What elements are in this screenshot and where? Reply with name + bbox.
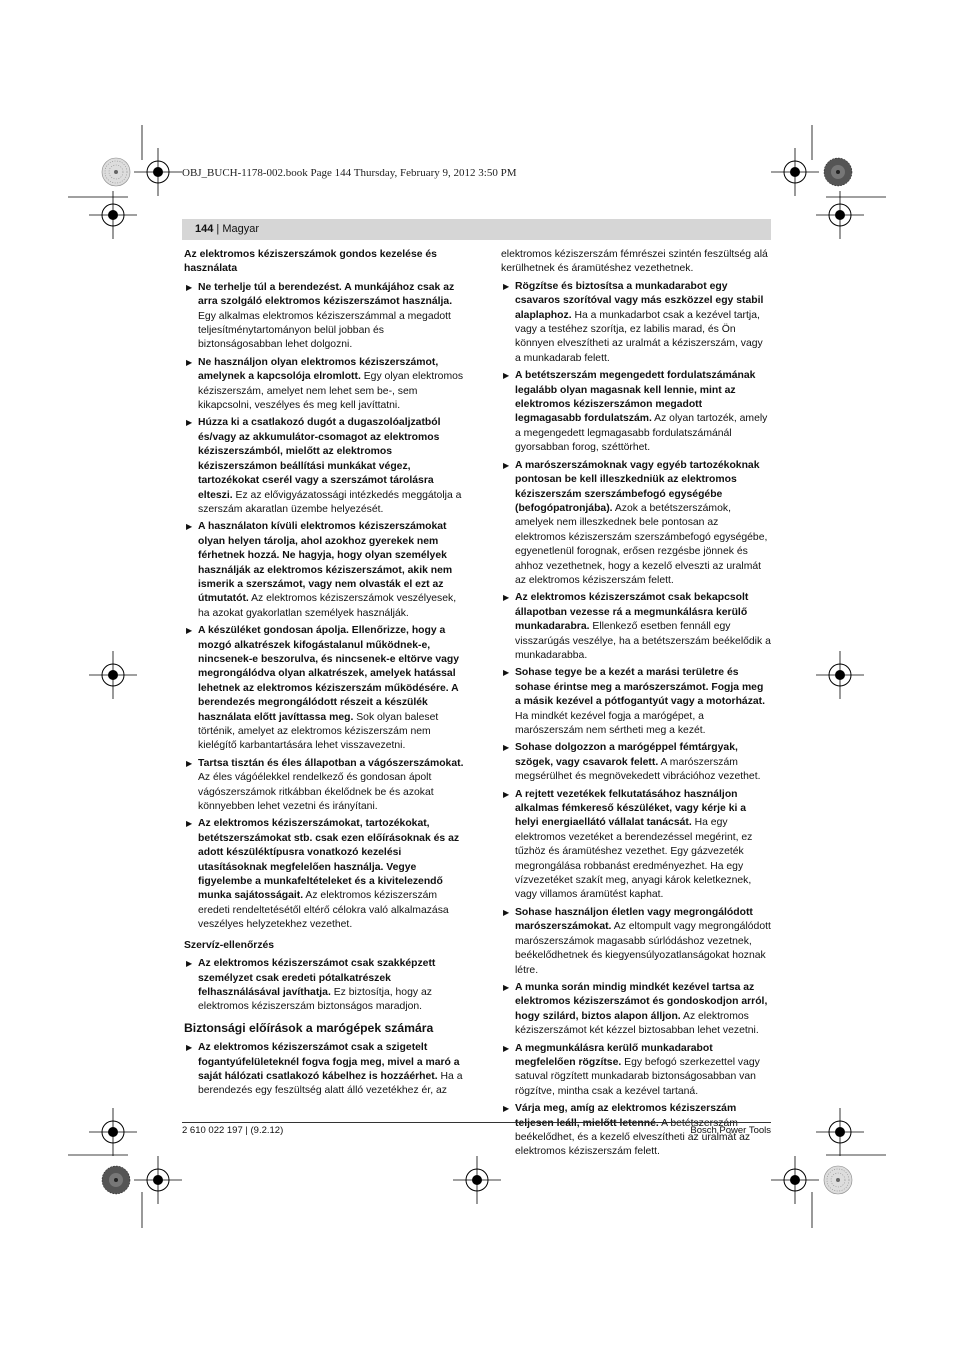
- footer-rule: [182, 1122, 771, 1123]
- list-item: [184, 957, 467, 1015]
- item-instruction: Az elektromos kéziszerszámot csak szakképzett személyzet csak eredeti pótalkatrészek felhasználásával javíthatja.: [198, 958, 436, 998]
- item-explanation: Az elektromos kéziszerszámok veszélyesek, ha azokat gyakorlatlan személyek használják.: [198, 593, 457, 619]
- item-instruction: A betétszerszám megengedett fordulatszámának legalább olyan magasnak kell lennie, mint az elektromos kéziszerszámon megadott legmagasabb fordulatszám.: [515, 370, 756, 425]
- item-explanation: Azok a betétszerszámok, amelyek nem illeszkednek bele pontosan az elektromos kéziszerszám szerszámbefogó egységébe, egyenetlenül forognak, erősen rezgésbe jönnek és ahhoz vezethetnek, hogy a kezelő elveszti az uralmát az elektromos kéziszerszám felett.: [515, 502, 768, 586]
- list-item: [501, 788, 771, 903]
- triangle-bullet-icon: ▶: [503, 281, 510, 291]
- item-explanation: Ellenkező esetben fennáll egy visszarúgás veszélye, ha a betétszerszám beékelődik a munkadarabba.: [515, 621, 771, 661]
- triangle-bullet-icon: ▶: [186, 758, 193, 768]
- header-separator: |: [213, 223, 223, 235]
- list-item: [501, 459, 771, 589]
- triangle-bullet-icon: ▶: [503, 907, 510, 917]
- triangle-bullet-icon: ▶: [186, 522, 193, 532]
- list-item: [501, 1042, 771, 1100]
- item-instruction: Az elektromos kéziszerszámot csak bekapcsolt állapotban vezesse rá a megmunkálásra kerülő munkadarabra.: [515, 592, 749, 633]
- footer-document-number: 2 610 022 197 | (9.2.12): [182, 1125, 284, 1136]
- list-item: [184, 757, 467, 815]
- list-item: [501, 981, 771, 1039]
- list-item: [184, 281, 467, 353]
- item-explanation: Ez biztosítja, hogy az elektromos kéziszerszám biztonságos maradjon.: [198, 986, 432, 1013]
- triangle-bullet-icon: ▶: [503, 789, 510, 799]
- triangle-bullet-icon: ▶: [186, 959, 193, 969]
- print-info-line: OBJ_BUCH-1178-002.book Page 144 Thursday, February 9, 2012 3:50 PM: [182, 167, 517, 179]
- item-instruction: Ne terhelje túl a berendezést. A munkájához csak az arra szolgáló elektromos kéziszerszámot használja.: [198, 281, 455, 308]
- list-item: [501, 906, 771, 978]
- item-instruction: Sohase dolgozzon a marógéppel fémtárgyak, szögek, vagy csavarok felett.: [515, 742, 738, 768]
- item-explanation: Egy alkalmas elektromos kéziszerszámmal a megadott teljesítménytartományon belül jobban és biztonságosabban lehet dolgozni.: [198, 310, 451, 351]
- list-item: [184, 1041, 467, 1099]
- section-heading-handling: Az elektromos kéziszerszámok gondos kezelése és használata: [184, 249, 437, 275]
- list-item: [501, 369, 771, 455]
- item-explanation: A marószerszám megsérülhet és megnövekedett vibrációhoz vezethet.: [515, 756, 761, 783]
- triangle-bullet-icon: ▶: [186, 626, 193, 636]
- item-instruction: Ne használjon olyan elektromos kéziszerszámot, amelynek a kapcsolója elromlott.: [198, 356, 439, 383]
- triangle-bullet-icon: ▶: [186, 282, 193, 292]
- item-instruction: A munka során mindig mindkét kezével tartsa az elektromos kéziszerszámot és gondoskodjon arról, hogy szilárd, biztos alapon álljon.: [515, 981, 768, 1022]
- right-column: [501, 248, 771, 1163]
- item-instruction: A marószerszámoknak vagy egyéb tartozékoknak pontosan be kell illeszkedniük az elektromos kéziszerszám szerszámbefogó egységébe (befogópatronjába).: [515, 459, 760, 514]
- item-instruction: Sohase tegye be a kezét a marási területre és sohase érintse meg a marószerszámot. Fogja meg a másik kezével a pótfogantyút vagy a motorházat.: [515, 667, 766, 708]
- left-column: [184, 248, 467, 1102]
- item-instruction: Az elektromos kéziszerszámot csak a szigetelt fogantyúfelületeknél fogva fogja meg, mivel a maró a saját hálózati csatlakozó kábelhez is hozzáérhet.: [198, 1042, 460, 1082]
- list-item: [184, 416, 467, 517]
- item-explanation: Ha egy elektromos vezetéket a berendezéssel megérint, ez tűzhöz és áramütéshez vezethet. Egy gázvezeték megrongálása robbanást eredményezhet. Ha egy vízvezetéket szakít meg, anyagi károk keletkeznek, vagy villamos áramütést kaphat.: [515, 817, 753, 901]
- item-instruction: Sohase használjon életlen vagy megrongálódott marószerszámokat.: [515, 906, 753, 933]
- item-explanation: Egy befogó szerkezettel vagy satuval rögzített munkadarab biztonságosabban van rögzítve, mintha csak a kezével tartaná.: [515, 1056, 760, 1097]
- item-instruction: Húzza ki a csatlakozó dugót a dugaszolóaljzatból és/vagy az akkumulátor-csomagot az elektromos kéziszerszámból, mielőtt az elektromos kéziszerszámon beállítási munkákat végez, tartozékokat cserél vagy a szerszámot tárolásra elteszi.: [198, 417, 441, 501]
- triangle-bullet-icon: ▶: [186, 1043, 193, 1053]
- footer-brand: Bosch Power Tools: [690, 1125, 771, 1136]
- item-explanation: Ez az elővigyázatossági intézkedés meggátolja a szerszám akaratlan üzembe helyezését.: [198, 489, 462, 515]
- item-explanation: Ha mindkét kezével fogja a marógépet, a marószerszám nem sértheti meg a kezét.: [515, 710, 706, 736]
- page-header-bar: [182, 219, 771, 240]
- list-item: [184, 817, 467, 932]
- item-explanation: Ha a berendezés egy feszültség alatt álló vezetékhez ér, az: [198, 1070, 463, 1097]
- triangle-bullet-icon: ▶: [186, 357, 193, 367]
- item-instruction: Tartsa tisztán és éles állapotban a vágószerszámokat.: [198, 757, 464, 769]
- list-item: [184, 624, 467, 754]
- triangle-bullet-icon: ▶: [186, 819, 193, 829]
- list-item: [184, 520, 467, 621]
- item-explanation: Az éles vágóélekkel rendelkező és gondosan ápolt vágószerszámok ritkábban ékelődnek be és azokat könnyebben lehet vezetni és irányítani.: [198, 772, 434, 813]
- list-item: [501, 591, 771, 663]
- item-explanation: A betétszerszám beékelődhet, és a kezelő elveszítheti az uralmát az elektromos kéziszerszám felett.: [515, 1117, 751, 1158]
- list-item: [501, 280, 771, 366]
- triangle-bullet-icon: ▶: [503, 1104, 510, 1114]
- handling-list: [184, 281, 467, 933]
- triangle-bullet-icon: ▶: [186, 418, 193, 428]
- triangle-bullet-icon: ▶: [503, 743, 510, 753]
- triangle-bullet-icon: ▶: [503, 460, 510, 470]
- page-header: [195, 223, 259, 235]
- section-heading-service: Szervíz-ellenőrzés: [184, 939, 275, 951]
- service-list: [184, 957, 467, 1015]
- item-instruction: A használaton kívüli elektromos kéziszerszámokat olyan helyen tárolja, ahol azokhoz gyerekek nem férhetnek hozzá. Ne hagyja, hogy olyan személyek használják az elektromos kéziszerszámot, akik nem ismerik a szerszámot, vagy nem olvasták el ezt az útmutatót.: [198, 521, 453, 605]
- item-instruction: A készüléket gondosan ápolja. Ellenőrizze, hogy a mozgó alkatrészek kifogástalanul működnek-e, nincsenek-e beszorulva, és nincsenek-e eltörve vagy megrongálódva olyan alkatrészek, amelyek hatással lehetnek az elektromos kéziszerszám működésére. A berendezés megrongálódott részeit a készülék használata előtt javíttassa meg.: [198, 625, 460, 723]
- item-explanation: Ha a munkadarbot csak a kezével tartja, vagy a testéhez szorítja, ez labilis marad, és Ön könnyen elveszítheti az uralmát a kéziszerszám, vagy a munkadarab felett.: [515, 309, 763, 364]
- item-explanation: Sok olyan baleset történik, amelyet az elektromos kéziszerszám nem kielégítő karbantartására lehet visszavezetni.: [198, 711, 439, 752]
- item-explanation: Az elektromos kéziszerszámot két kézzel biztosabban lehet vezetni.: [515, 1010, 759, 1037]
- header-language: Magyar: [222, 223, 260, 235]
- list-item: [501, 741, 771, 784]
- item-instruction: A megmunkálásra kerülő munkadarabot megfelelően rögzítse.: [515, 1042, 713, 1068]
- triangle-bullet-icon: ▶: [503, 371, 510, 381]
- section-heading-router-safety: Biztonsági előírások a marógépek számára: [184, 1020, 434, 1035]
- item-explanation: Az eltompult vagy megrongálódott marószerszámok magasabb súrlódáshoz vezetnek, beékelődhetnek és kiegyensúlyozatlanságokat hoznak létre.: [515, 921, 771, 976]
- item-instruction: Az elektromos kéziszerszámokat, tartozékokat, betétszerszámokat stb. csak ezen előírásoknak és az adott készüléktípusra vonatkozó kezelési utasításoknak megfelelően használja. Vegye figyelembe a munkafeltételeket és a kivitelezendő munka sajátosságait.: [198, 818, 460, 902]
- list-item: [184, 356, 467, 414]
- triangle-bullet-icon: ▶: [503, 668, 510, 678]
- router-safety-list-continued: [501, 280, 771, 1160]
- page-number: 144: [195, 223, 214, 235]
- triangle-bullet-icon: ▶: [503, 593, 510, 603]
- item-instruction: Várja meg, amíg az elektromos kéziszerszám teljesen leáll, mielőtt letenné.: [515, 1103, 737, 1129]
- triangle-bullet-icon: ▶: [503, 982, 510, 992]
- item-instruction: Rögzítse és biztosítsa a munkadarabot egy csavaros szorítóval vagy más eszközzel egy stabil alaplaphoz.: [515, 280, 764, 321]
- list-item: [501, 666, 771, 738]
- router-safety-list: [184, 1041, 467, 1099]
- triangle-bullet-icon: ▶: [503, 1043, 510, 1053]
- continued-text: elektromos kéziszerszám fémrészei szintén feszültség alá kerülhetnek és áramütéshez vezethetnek.: [501, 249, 768, 275]
- item-instruction: A rejtett vezetékek felkutatásához használjon alkalmas fémkereső készüléket, vagy kérje ki a helyi energiaellátó vállalat tanácsát.: [515, 788, 747, 829]
- item-explanation: Egy olyan elektromos kéziszerszám, amelyet nem lehet sem be-, sem kikapcsolni, veszélyes és meg kell javíttatni.: [198, 371, 464, 412]
- item-explanation: Az elektromos kéziszerszám eredeti rendeltetésétől eltérő célokra való alkalmazása veszélyes helyzetekhez vezethet.: [198, 890, 449, 931]
- item-explanation: Az olyan tartozék, amely a megengedett legmagasabb fordulatszámánál gyorsabban forog, széttörhet.: [515, 413, 768, 454]
